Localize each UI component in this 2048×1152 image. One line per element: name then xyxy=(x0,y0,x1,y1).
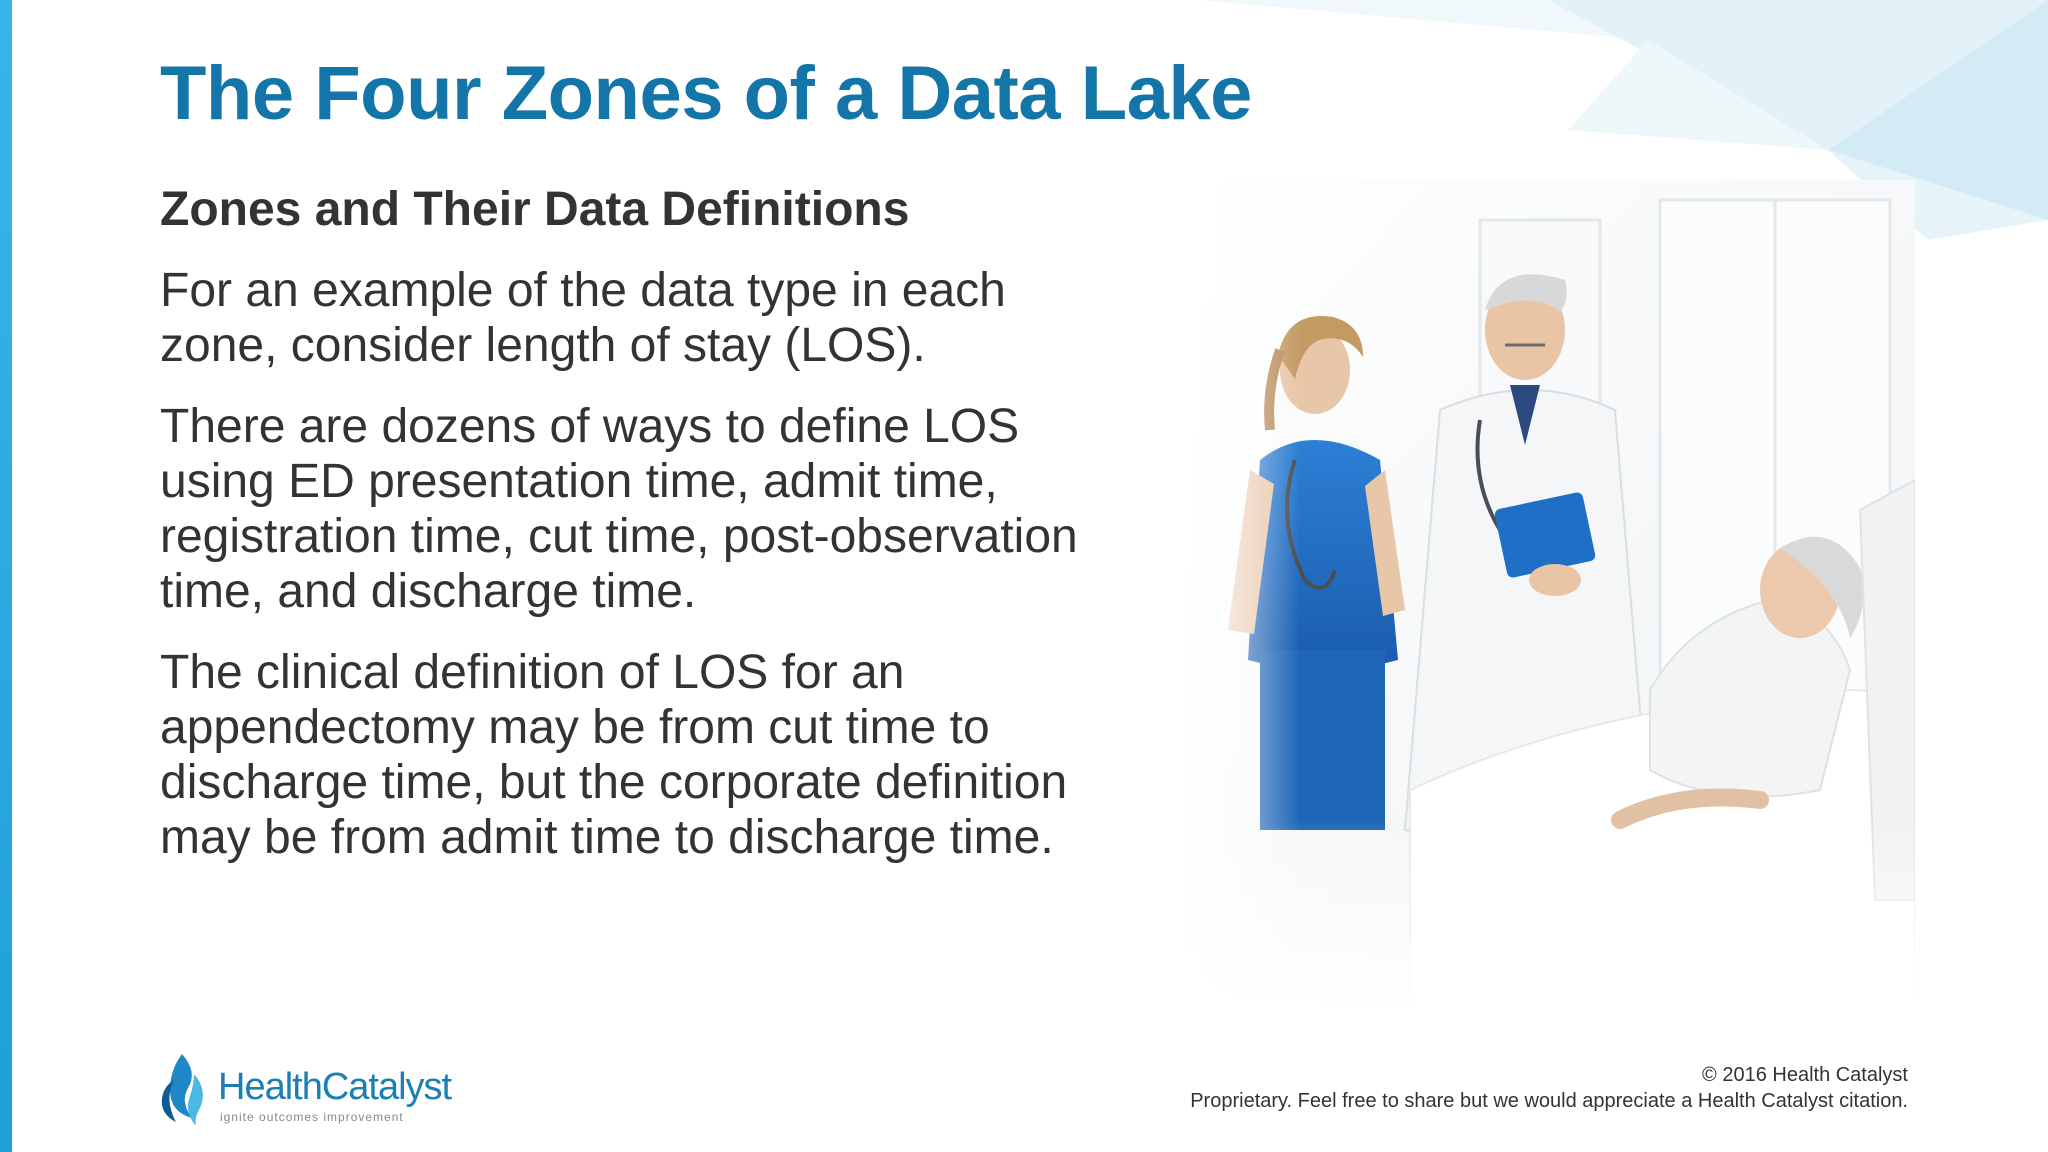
flame-icon xyxy=(160,1050,210,1130)
left-accent-bar xyxy=(0,0,12,1152)
footer xyxy=(1190,1062,1908,1114)
logo-wordmark: HealthCatalyst xyxy=(218,1066,452,1108)
paragraph-3: The clinical definition of LOS for an appendectomy may be from cut time to discharge time, but the corporate definition may be from admit time to discharge time. xyxy=(160,646,1068,864)
hospital-scene-photo xyxy=(1180,180,1915,1010)
subheading: Zones and Their Data Definitions xyxy=(160,183,910,236)
slide-title: The Four Zones of a Data Lake xyxy=(160,51,1252,136)
proprietary-notice: Proprietary. Feel free to share but we would appreciate a Health Catalyst citation. xyxy=(1190,1090,1908,1112)
health-catalyst-logo xyxy=(160,1050,480,1130)
paragraph-2: There are dozens of ways to define LOS using ED presentation time, admit time, registration time, cut time, post-observation time, and discharge time. xyxy=(160,400,1078,618)
content-block xyxy=(160,182,1110,891)
paragraph-1: For an example of the data type in each zone, consider length of stay (LOS). xyxy=(160,264,1006,372)
copyright-text: © 2016 Health Catalyst xyxy=(1702,1064,1908,1086)
logo-tagline: ignite outcomes improvement xyxy=(220,1110,404,1124)
